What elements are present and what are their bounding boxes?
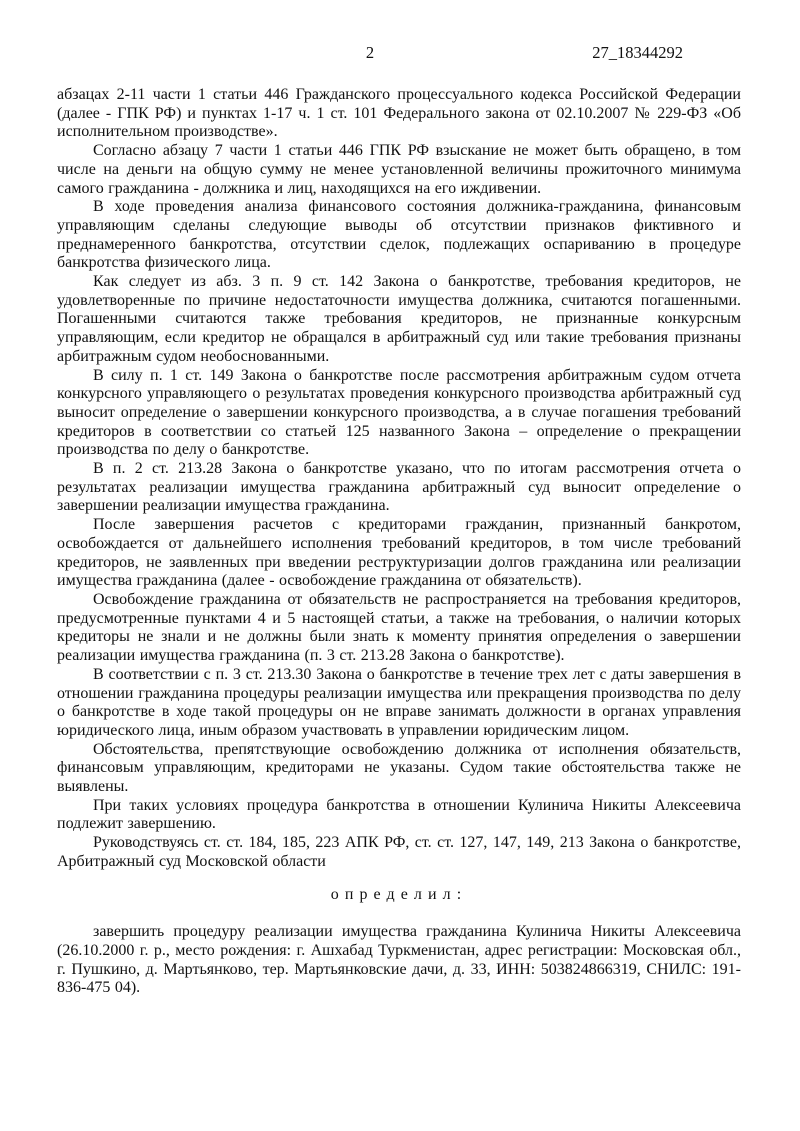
paragraph-article-446: Согласно абзацу 7 части 1 статьи 446 ГПК РФ взыскание не может быть обращено, в том числе на деньги на общую сумму не менее установленной величины прожиточного минимума самого гражданина - должника и лиц, находящихся на его иждивении.: [57, 142, 741, 197]
paragraph-financial-analysis: В ходе проведения анализа финансового состояния должника-гражданина, финансовым управляющим сделаны следующие выводы об отсутствии признаков фиктивного и преднамеренного банкротства, отсутствии сделок, подлежащих оспариванию в процедуре банкротства физического лица.: [57, 198, 741, 272]
paragraph-release-exceptions: Освобождение гражданина от обязательств не распространяется на требования кредиторов, предусмотренные пунктами 4 и 5 настоящей статьи, а также на требования, о наличии которых кредиторы не знали и не должны были знать к моменту принятия определения о завершении реализации имущества гражданина (п. 3 ст. 213.28 Закона о банкротстве).: [57, 590, 741, 665]
ruling-body: [57, 86, 741, 872]
paragraph-article-213-28: В п. 2 ст. 213.28 Закона о банкротстве указано, что по итогам рассмотрения отчета о результатах реализации имущества гражданина арбитражный суд выносит определение о завершении реализации имущества гражданина.: [57, 460, 741, 515]
case-number: 27_18344292: [592, 43, 683, 62]
paragraph-conclusion: При таких условиях процедура банкротства в отношении Кулинича Никиты Алексеевича подлежит завершению.: [57, 796, 741, 833]
paragraph-legal-basis-gpk: абзацах 2-11 части 1 статьи 446 Гражданского процессуального кодекса Российской Федерации (далее - ГПК РФ) и пунктах 1-17 ч. 1 ст. 101 Федерального закона от 02.10.2007 № 229-ФЗ «Об исполнительном производстве».: [57, 86, 741, 141]
ruling-word: определил:: [330, 885, 468, 903]
page-header: [57, 44, 741, 62]
paragraph-article-149: В силу п. 1 ст. 149 Закона о банкротстве после рассмотрения арбитражным судом отчета конкурсного управляющего о результатах проведения конкурсного производства арбитражный суд выносит определение о завершении конкурсного производства, а в случае погашения требований кредиторов в соответствии со статьей 125 названного Закона – определение о прекращении производства по делу о банкротстве.: [57, 366, 741, 459]
page-content: [57, 44, 741, 1014]
paragraph-article-142: Как следует из абз. 3 п. 9 ст. 142 Закона о банкротстве, требования кредиторов, не удовлетворенные по причине недостаточности имущества должника, считаются погашенными. Погашенными считаются также требования кредиторов, не признанные конкурсным управляющим, если кредитор не обращался в арбитражный суд или такие требования признаны арбитражным судом необоснованными.: [57, 273, 741, 365]
page-number: 2: [365, 43, 375, 62]
paragraph-article-213-30: В соответствии с п. 3 ст. 213.30 Закона о банкротстве в течение трех лет с даты завершения в отношении гражданина процедуры реализации имущества или прекращения производства по делу о банкротстве в ходе такой процедуры он не вправе занимать должности в органах управления юридического лица, иным образом участвовать в управлении юридическим лицом.: [57, 665, 741, 739]
paragraph-guided-by: Руководствуясь ст. ст. 184, 185, 223 АПК РФ, ст. ст. 127, 147, 149, 213 Закона о банкротстве, Арбитражный суд Московской области: [57, 834, 741, 870]
paragraph-no-obstacles: Обстоятельства, препятствующие освобождению должника от исполнения обязательств, финансовым управляющим, кредиторами не указаны. Судом такие обстоятельства также не выявлены.: [57, 740, 741, 796]
operative-paragraph: завершить процедуру реализации имущества гражданина Кулинича Никиты Алексеевича (26.10.2000 г. р., место рождения: г. Ашхабад Туркменистан, адрес регистрации: Московская обл., г. Пушкино, д. Мартьянково, тер. Мартьянковские дачи, д. 33, ИНН: 503824866319, СНИЛС: 191-836-475 04).: [57, 923, 741, 997]
paragraph-debt-release: После завершения расчетов с кредиторами гражданин, признанный банкротом, освобождается от дальнейшего исполнения требований кредиторов, в том числе требований кредиторов, не заявленных при введении реструктуризации долгов гражданина или реализации имущества гражданина (далее - освобождение гражданина от обязательств).: [57, 516, 741, 590]
